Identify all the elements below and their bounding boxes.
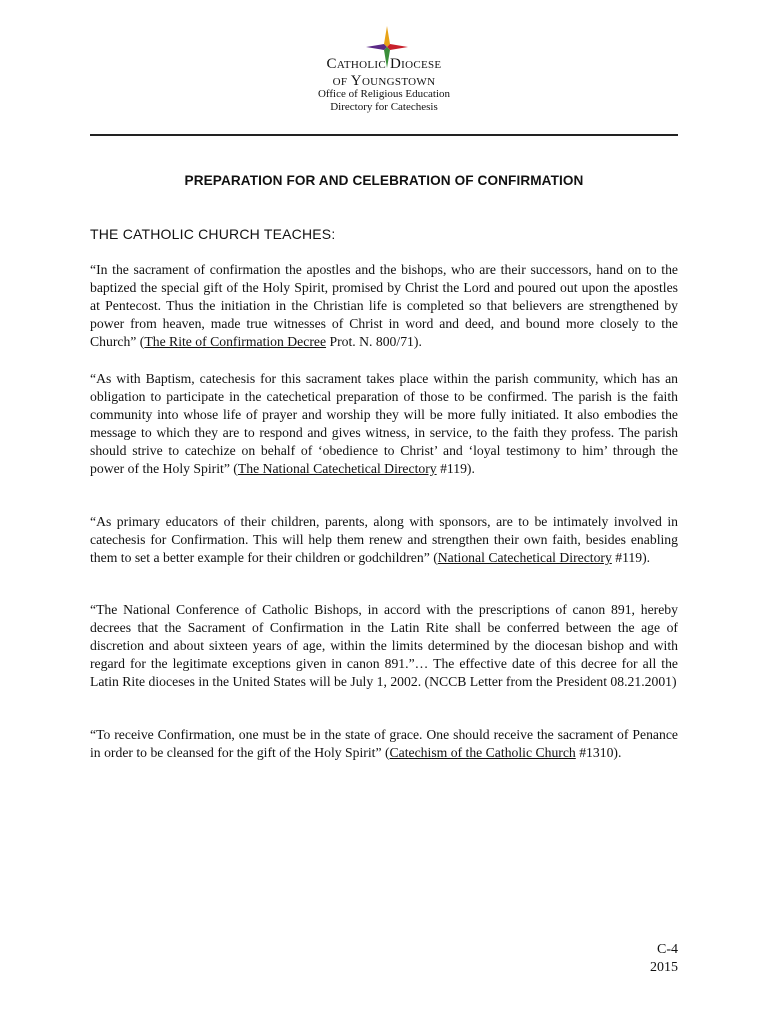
org-name-line1: Catholic Diocese <box>326 56 442 72</box>
paragraph-parish-catechesis: “As with Baptism, catechesis for this sacrament takes place within the parish community, which has an obligation to participate in the catechetical preparation of those to be confirmed. The parish is the faith community into whose life of prayer and worship they will be more fully initiated. It also embodies the message to which they are to respond and gives witness, in service, to the faith they profess. The parish should strive to catechize on behalf of ‘obedience to Christ’ and ‘loyal testimony to him’ through the power of the Holy Spirit” (The National Catechetical Directory #119). <box>90 371 678 476</box>
document-title: PREPARATION FOR AND CELEBRATION OF CONFIRMATION <box>184 173 584 188</box>
paragraph-nccb-decree: “The National Conference of Catholic Bishops, in accord with the prescriptions of canon 891, hereby decrees that the Sacrament of Confirmation in the Latin Rite shall be conferred between the age of discretion and about sixteen years of age, within the limits determined by the diocesan bishop and with regard for the legitimate exceptions given in canon 891.”… The effective date of this decree for all the Latin Rite dioceses in the United States will be July 1, 2002. (NCCB Letter from the President 08.21.2001) <box>90 602 678 689</box>
paragraph-primary-educators: “As primary educators of their children, parents, along with sponsors, are to be intimately involved in catechesis for Confirmation. This will help them renew and strengthen their own faith, besides enabling them to set a better example for their children or godchildren” (National Catechetical Directory #119). <box>90 514 678 565</box>
directory-name: Directory for Catechesis <box>330 101 438 113</box>
header-divider <box>90 134 678 136</box>
page-number <box>650 941 678 977</box>
paragraph-rite-decree: “In the sacrament of confirmation the apostles and the bishops, who are their successors, hand on to the baptized the special gift of the Holy Spirit, promised by Christ the Lord and poured out upon the apostles at Pentecost. Thus the initiation in the Christian life is completed so that believers are strengthened by power from heaven, made true witnesses of Christ in word and deed, and bound more closely to the Church” (The Rite of Confirmation Decree Prot. N. 800/71). <box>90 262 678 349</box>
section-heading: THE CATHOLIC CHURCH TEACHES: <box>90 226 336 242</box>
citation-link: The National Catechetical Directory <box>237 461 437 476</box>
org-name-line2: of Youngstown <box>332 73 436 89</box>
paragraph-state-of-grace: “To receive Confirmation, one must be in the state of grace. One should receive the sacrament of Penance in order to be cleansed for the gift of the Holy Spirit” (Catechism of the Catholic Church #1310). <box>90 727 678 760</box>
page-year: 2015 <box>650 960 678 975</box>
citation-link: National Catechetical Directory <box>437 550 612 565</box>
page-code: C-4 <box>657 942 678 957</box>
citation-link: The Rite of Confirmation Decree <box>144 334 327 349</box>
office-name: Office of Religious Education <box>317 88 451 100</box>
citation-link: Catechism of the Catholic Church <box>389 745 576 760</box>
